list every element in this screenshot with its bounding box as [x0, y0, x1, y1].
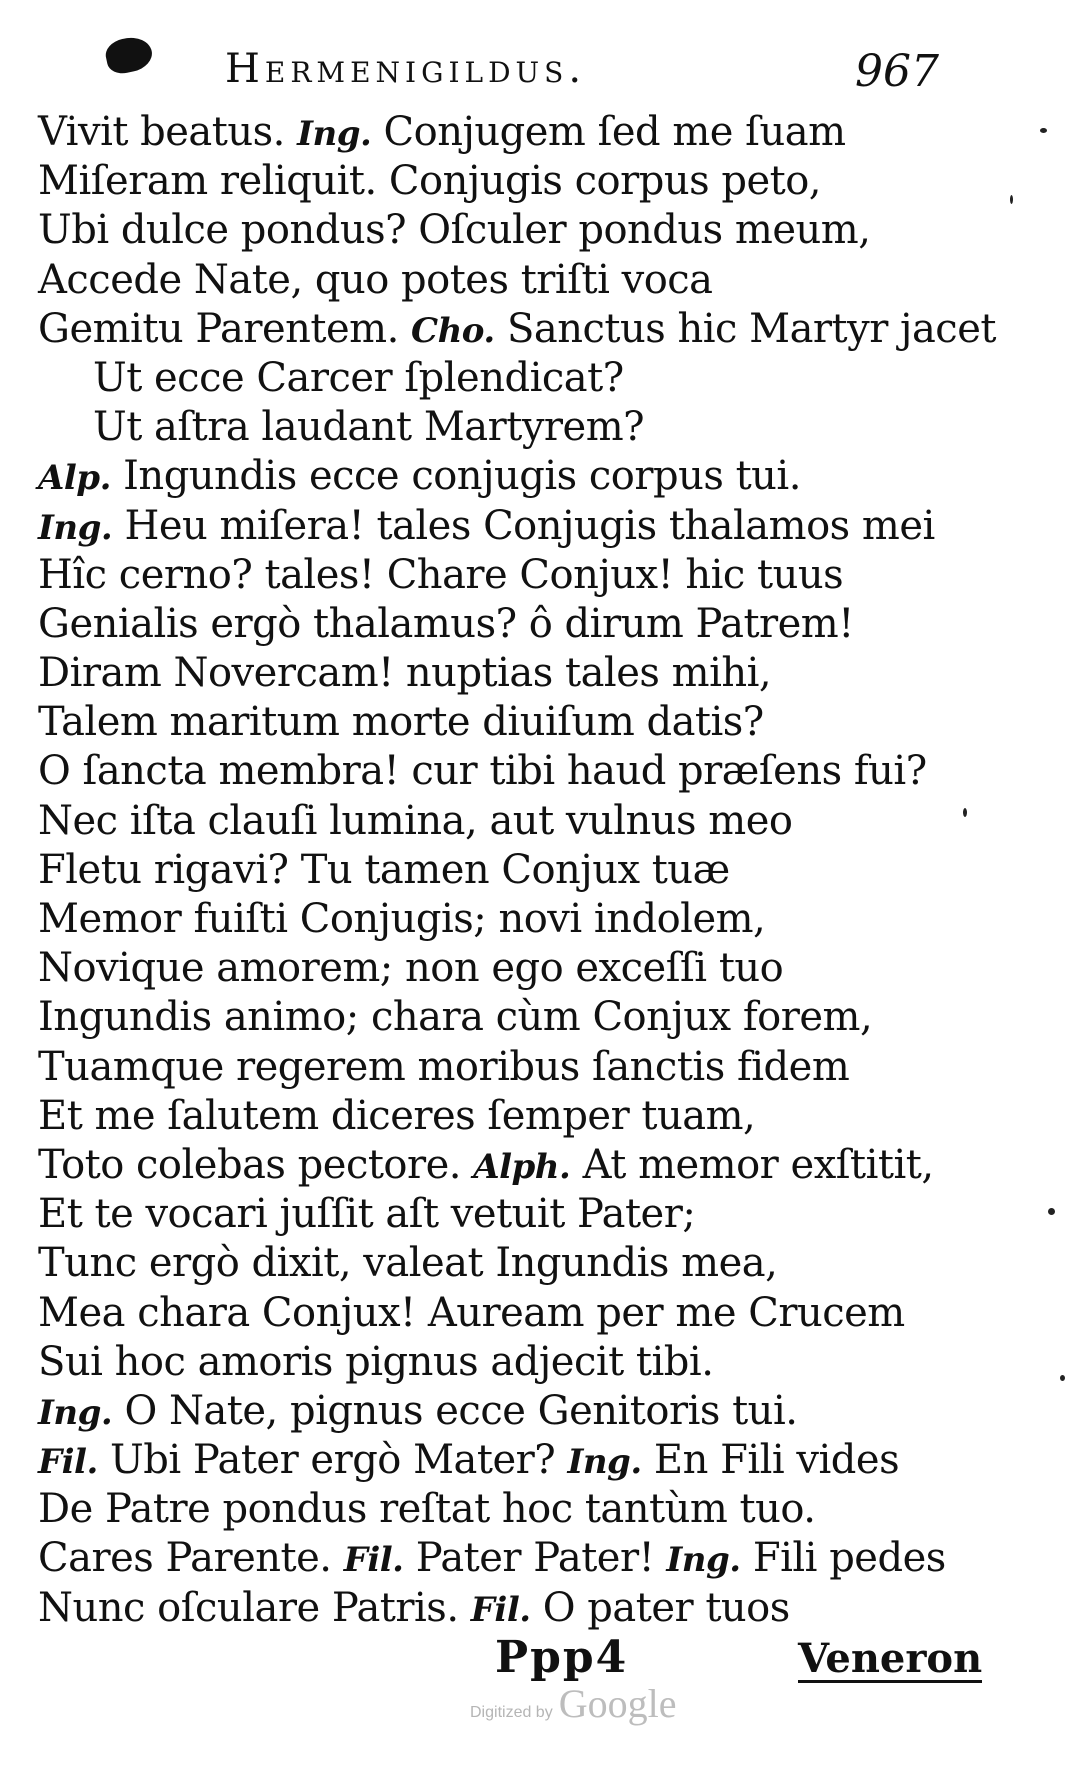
verse-text: Ut aſtra laudant Martyrem? [93, 404, 645, 451]
verse-text: Ut ecce Carcer ſplendicat? [93, 354, 624, 401]
verse-line [38, 993, 1038, 1042]
verse-text: Miſeram reliquit. Conjugis corpus peto, [38, 158, 821, 205]
speaker-label: Ing. [567, 1442, 642, 1483]
verse-line [38, 108, 1038, 157]
verse-text: Sanctus hic Martyr jacet [506, 305, 996, 352]
verse-text: Sui hoc amoris pignus adjecit tibi. [38, 1338, 714, 1385]
ink-speck [1048, 1208, 1055, 1215]
verse-line [38, 452, 1038, 501]
verse-text: Fletu rigavi? Tu tamen Conjux tuæ [38, 846, 730, 893]
speaker-label: Fil. [470, 1589, 531, 1630]
verse-text: Vivit beatus. [38, 109, 285, 155]
verse-line [38, 1387, 1038, 1436]
verse-text: Et me ſalutem diceres ſemper tuam, [38, 1092, 756, 1139]
verse-text: Mea chara Conjux! Auream per me Crucem [38, 1289, 905, 1336]
verse-line [38, 1239, 1038, 1288]
verse-text: De Patre pondus reſtat hoc tantùm tuo. [38, 1486, 816, 1533]
signature-mark: Ppp4 [495, 1632, 629, 1683]
verse-text: Novique amorem; non ego exceſſi tuo [38, 945, 784, 992]
speaker-label: Fil. [38, 1442, 98, 1483]
verse-text: Cares Parente. [38, 1535, 332, 1582]
verse-text: Tunc ergò dixit, valeat Ingundis mea, [38, 1240, 778, 1287]
verse-text: O Nate, pignus ecce Genitoris tui. [124, 1387, 798, 1434]
verse-text: Fili pedes [752, 1535, 946, 1582]
ink-speck [1060, 1375, 1065, 1381]
digitized-by-google-watermark [470, 1680, 676, 1727]
verse-line [38, 256, 1038, 305]
verse-line [38, 895, 1038, 944]
verse-line [38, 1436, 1038, 1485]
verse-text: Talem maritum morte diuiſum datis? [38, 699, 764, 746]
verse-text: Diram Novercam! nuptias tales mihi, [38, 650, 772, 697]
verse-line [38, 305, 1038, 354]
verse-line [38, 1141, 1038, 1190]
verse-line [38, 747, 1038, 796]
verse-line [38, 403, 1038, 452]
verse-text: Heu miſera! tales Conjugis thalamos mei [124, 502, 935, 549]
ink-speck [1010, 195, 1013, 204]
verse-text: At memor exſtitit, [582, 1141, 934, 1188]
verse-line [38, 1485, 1038, 1534]
verse-text: Toto colebas pectore. [38, 1141, 462, 1188]
verse-text: Ubi Pater ergò Mater? [110, 1437, 556, 1484]
verse-line [38, 846, 1038, 895]
speaker-label: Cho. [411, 310, 495, 351]
verse-text: Memor fuiſti Conjugis; novi indolem, [38, 896, 766, 942]
verse-line [38, 1092, 1038, 1141]
verse-text: Ubi dulce pondus? Oſculer pondus meum, [38, 207, 871, 254]
verse-line [38, 354, 1038, 403]
speaker-label: Ing. [38, 507, 113, 548]
verse-line [38, 1289, 1038, 1338]
verse-text: Ingundis ecce conjugis corpus tui. [123, 453, 801, 500]
verse-line [38, 1338, 1038, 1387]
verse-line [38, 944, 1038, 993]
verse-text: O pater tuos [542, 1584, 790, 1631]
verse-text: Accede Nate, quo potes triſti voca [38, 256, 713, 303]
running-head: Hermenigildus. [225, 46, 587, 92]
speaker-label: Ing. [666, 1540, 741, 1581]
verse-line [38, 797, 1038, 846]
verse-text: Genialis ergò thalamus? ô dirum Patrem! [38, 600, 854, 647]
speaker-label: Fil. [343, 1540, 404, 1581]
verse-line [38, 1584, 1038, 1633]
speaker-label: Alp. [38, 458, 111, 499]
verse-text: Pater Pater! [415, 1535, 655, 1582]
verse-text: Tuamque regerem moribus ſanctis fidem [38, 1043, 850, 1090]
verse-text: Ingundis animo; chara cùm Conjux forem, [38, 994, 873, 1041]
verse-text: Conjugem ſed me ſuam [383, 109, 846, 155]
verse-line [38, 649, 1038, 698]
verse-text: En Fili vides [653, 1437, 900, 1484]
verse-text: Hîc cerno? tales! Chare Conjux! hic tuus [38, 551, 844, 598]
verse-line [38, 600, 1038, 649]
verse-text: Nec iſta clauſi lumina, aut vulnus meo [38, 797, 793, 844]
verse-line [38, 1043, 1038, 1092]
verse-line [38, 157, 1038, 206]
ink-blot-mark [103, 34, 155, 77]
page-number: 967 [855, 46, 939, 97]
ink-speck [1040, 128, 1047, 133]
speaker-label: Ing. [38, 1392, 113, 1433]
speaker-label: Alph. [473, 1146, 571, 1187]
speaker-label: Ing. [297, 114, 372, 154]
google-logo: Google [558, 1681, 677, 1726]
ink-speck [963, 808, 967, 817]
verse-line [38, 551, 1038, 600]
verse-line [38, 502, 1038, 551]
digitized-label: Digitized by [470, 1704, 553, 1721]
verse-text: Gemitu Parentem. [38, 305, 399, 352]
verse-text: O ſancta membra! cur tibi haud præſens fui? [38, 748, 927, 795]
verse-text: Nunc oſculare Patris. [38, 1584, 459, 1631]
verse-line [38, 1534, 1038, 1583]
verse-line [38, 698, 1038, 747]
verse-text-block [38, 108, 1038, 1633]
verse-line [38, 1190, 1038, 1239]
catchword: Veneron [798, 1635, 983, 1682]
verse-line [38, 206, 1038, 255]
verse-text: Et te vocari juſſit aſt vetuit Pater; [38, 1191, 696, 1238]
